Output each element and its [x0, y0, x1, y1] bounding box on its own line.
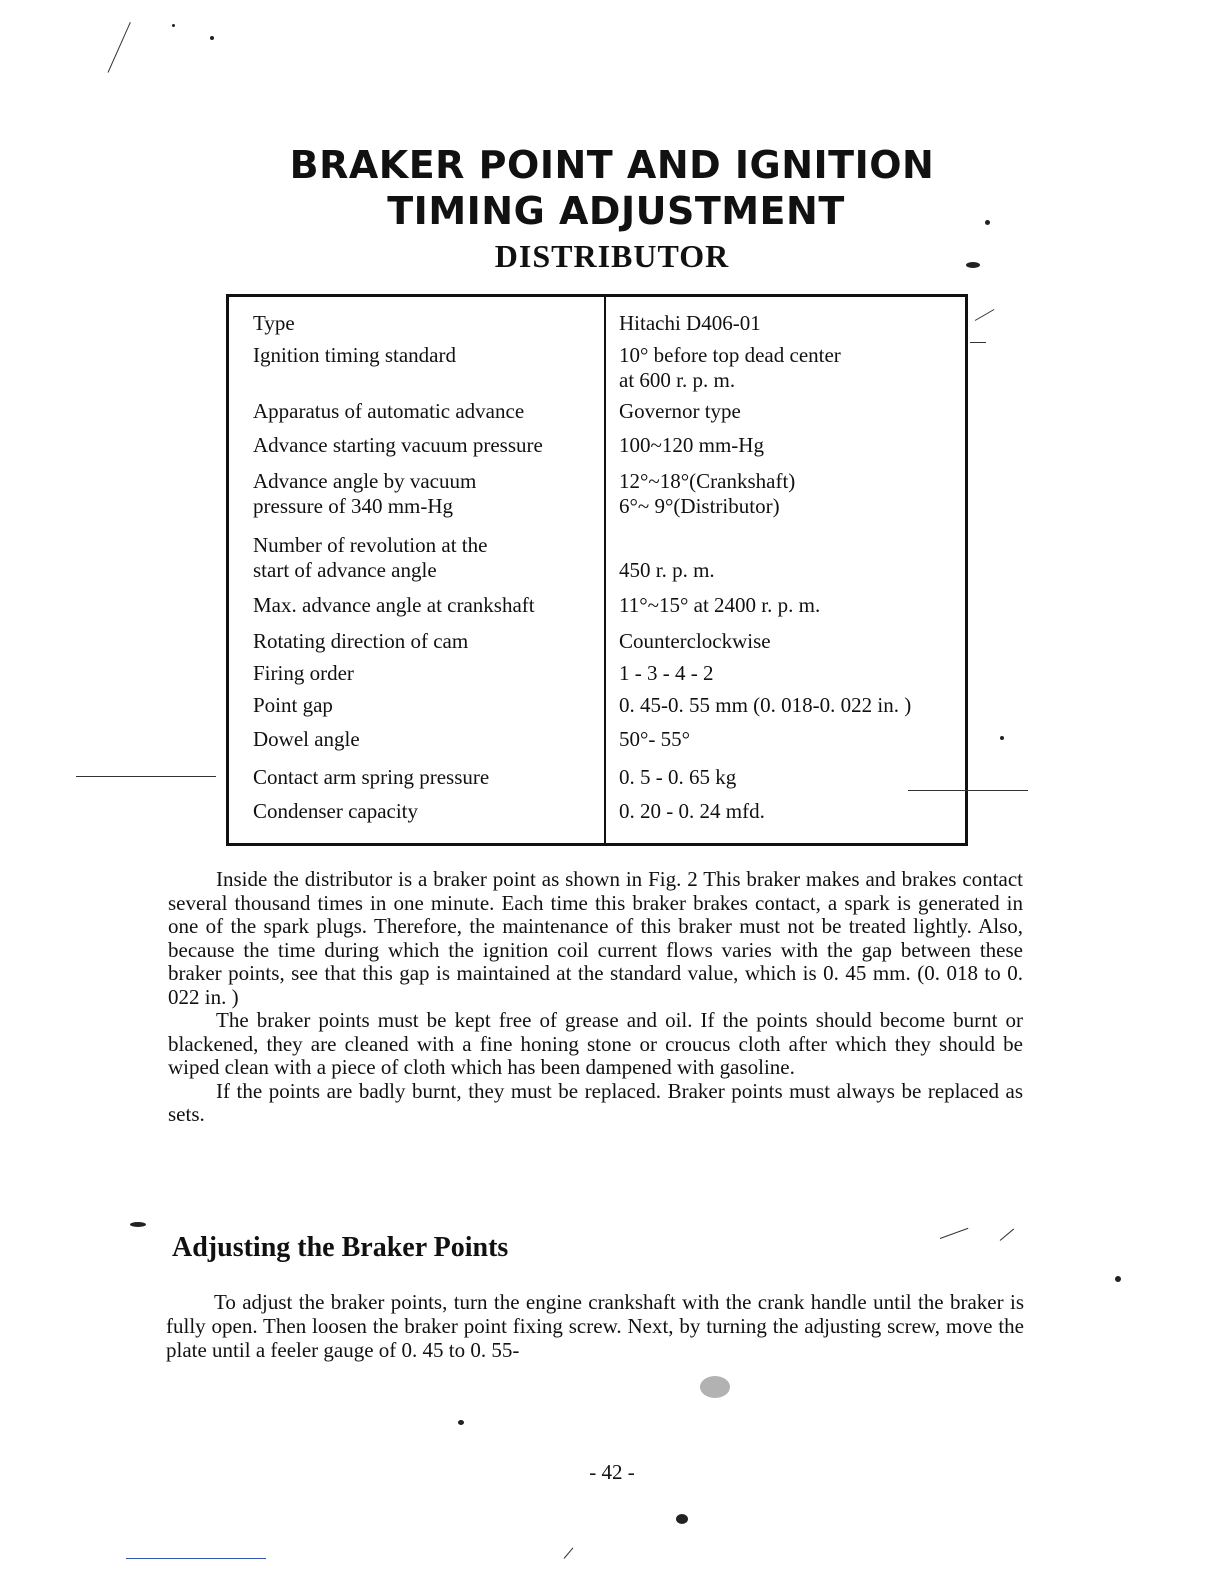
spec-value: 0. 20 - 0. 24 mfd.: [619, 799, 765, 823]
spec-value: 450 r. p. m.: [619, 558, 715, 582]
page-number: - 42 -: [589, 1460, 635, 1484]
spec-label: Type: [253, 311, 295, 335]
spec-value: Hitachi D406-01: [619, 311, 761, 335]
spec-label: Firing order: [253, 661, 354, 685]
paragraph-3: If the points are badly burnt, they must be replaced. Braker points must always be replaced as sets.: [168, 1078, 1023, 1126]
spec-label: Dowel angle: [253, 727, 360, 751]
spec-label: Advance angle by vacuum pressure of 340 mm-Hg: [253, 469, 477, 518]
spec-value: 10° before top dead center at 600 r. p. m.: [619, 343, 841, 392]
spec-value: 11°~15° at 2400 r. p. m.: [619, 593, 821, 617]
spec-value: 1 - 3 - 4 - 2: [619, 661, 714, 685]
spec-label: Condenser capacity: [253, 799, 419, 823]
spec-value: 100~120 mm-Hg: [619, 433, 764, 457]
title-line-1: BRAKER POINT AND IGNITION: [289, 143, 935, 187]
spec-label: Advance starting vacuum pressure: [253, 433, 543, 457]
footer-rule: [126, 1558, 266, 1559]
adjust-text: [166, 1290, 1024, 1362]
page-title: [0, 142, 1224, 234]
spec-value: 12°~18°(Crankshaft) 6°~ 9°(Distributor): [619, 469, 796, 518]
adjust-paragraph: To adjust the braker points, turn the engine crankshaft with the crank handle until the braker is fully open. Then loosen the braker point fixing screw. Next, by turning the adjusting screw, move the plate until a feeler gauge of 0. 45 to 0. 55-: [166, 1290, 1024, 1362]
spec-value: Governor type: [619, 399, 741, 423]
paragraph-1: Inside the distributor is a braker point as shown in Fig. 2 This braker makes and brakes contact several thousand times in one minute. Each time this braker brakes contact, a spark is generated in one of the spark plugs. Therefore, the maintenance of this braker must not be treated lightly. Also, because the time during which the ignition coil current flows varies with the gap between these braker points, see that this gap is maintained at the standard value, which is 0. 45 mm. (0. 018 to 0. 022 in. ): [168, 867, 1023, 1009]
spec-value: 50°- 55°: [619, 727, 691, 751]
title-line-2: TIMING ADJUSTMENT: [387, 189, 845, 233]
spec-label: Ignition timing standard: [253, 343, 456, 367]
spec-value: 0. 45-0. 55 mm (0. 018-0. 022 in. ): [619, 693, 912, 717]
table-divider: [604, 297, 606, 843]
spec-label: Rotating direction of cam: [253, 629, 469, 653]
body-text: [168, 868, 1023, 1127]
section-title: DISTRIBUTOR: [494, 238, 730, 274]
spec-label: Apparatus of automatic advance: [253, 399, 525, 423]
subheading-adjusting: Adjusting the Braker Points: [172, 1232, 509, 1263]
spec-label: Max. advance angle at crankshaft: [253, 593, 535, 617]
spec-value: 0. 5 - 0. 65 kg: [619, 765, 737, 789]
spec-table: [226, 294, 968, 846]
spec-label: Number of revolution at the start of advance angle: [253, 533, 488, 582]
spec-label: Contact arm spring pressure: [253, 765, 490, 789]
spec-label: Point gap: [253, 693, 333, 717]
paragraph-2: The braker points must be kept free of grease and oil. If the points should become burnt or blackened, they are cleaned with a fine honing stone or croucus cloth after which they should be wiped clean with a piece of cloth which has been dampened with gasoline.: [168, 1008, 1023, 1079]
spec-value: Counterclockwise: [619, 629, 771, 653]
